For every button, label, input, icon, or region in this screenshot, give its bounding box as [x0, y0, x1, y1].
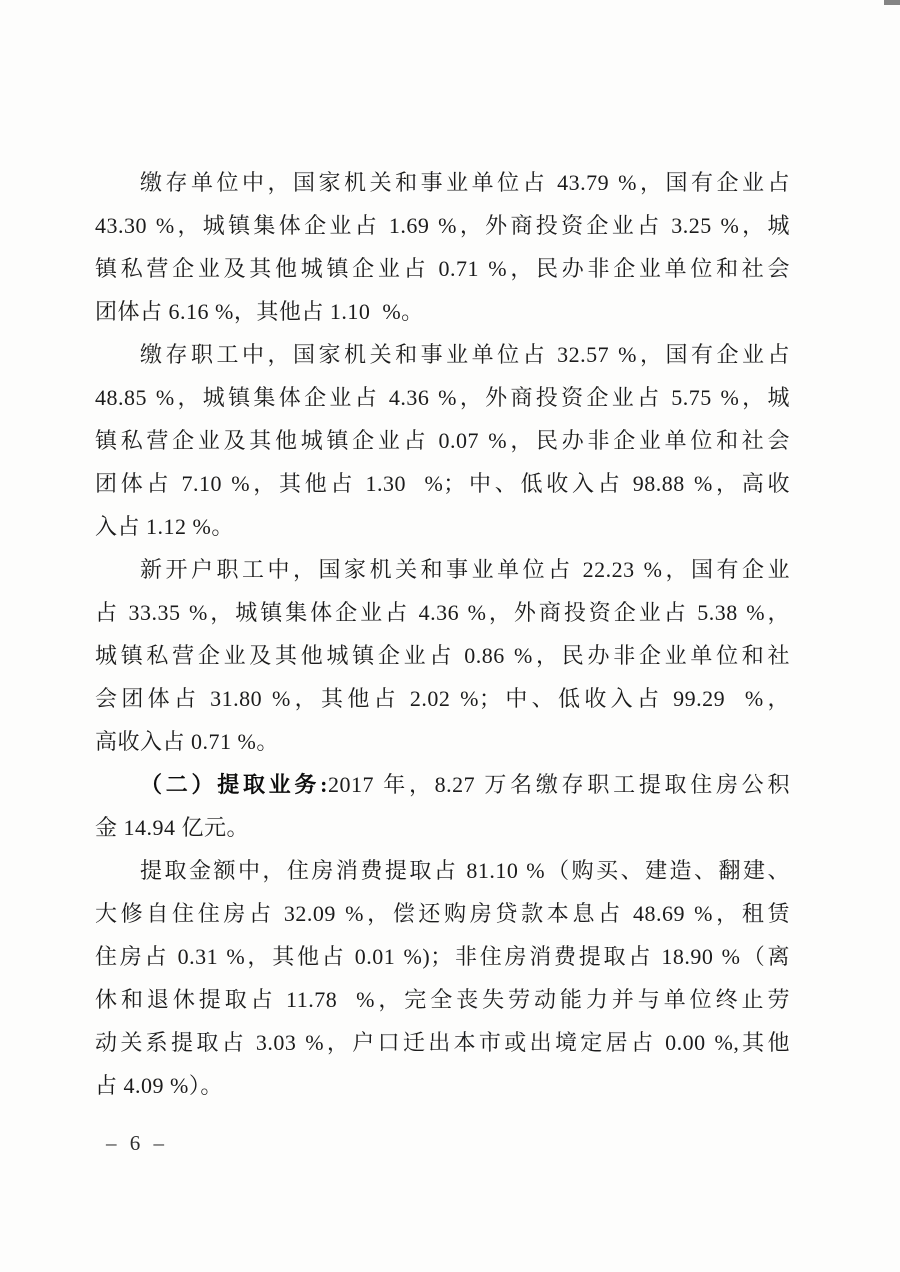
- text-line: 大修自住住房占 32.09 %，偿还购房贷款本息占 48.69 %，租赁: [95, 901, 790, 926]
- paragraph-deposit-units: [95, 161, 790, 333]
- text-line: 入占 1.12 %。: [95, 514, 234, 539]
- text-line: 提取金额中，住房消费提取占 81.10 %（购买、建造、翻建、: [140, 858, 790, 883]
- text-line: 占 33.35 %，城镇集体企业占 4.36 %，外商投资企业占 5.38 %，: [95, 600, 790, 625]
- text-line: 镇私营企业及其他城镇企业占 0.07 %，民办非企业单位和社会: [95, 428, 790, 453]
- text-line: 团体占 6.16 %，其他占 1.10 %。: [95, 299, 424, 324]
- text-line: 缴存职工中，国家机关和事业单位占 32.57 %，国有企业占: [140, 342, 790, 367]
- paragraph-withdrawal-business: [95, 763, 790, 849]
- text-line: 金 14.94 亿元。: [95, 815, 250, 840]
- paragraph-withdrawal-amounts: [95, 849, 790, 1107]
- text-line: 会团体占 31.80 %，其他占 2.02 %；中、低收入占 99.29 %，: [95, 686, 790, 711]
- page-number: – 6 –: [106, 1131, 168, 1155]
- text-line: 镇私营企业及其他城镇企业占 0.71 %，民办非企业单位和社会: [95, 256, 790, 281]
- scan-artifact: [884, 0, 900, 5]
- text-line: 占 4.09 %）。: [95, 1073, 223, 1098]
- text-line: 城镇私营企业及其他城镇企业占 0.86 %，民办非企业单位和社: [95, 643, 790, 668]
- text-line: 团体占 7.10 %，其他占 1.30 %；中、低收入占 98.88 %，高收: [95, 471, 790, 496]
- text-line: 住房占 0.31 %，其他占 0.01 %)；非住房消费提取占 18.90 %（离: [95, 944, 790, 969]
- text-line: 高收入占 0.71 %。: [95, 729, 279, 754]
- text-line: 缴存单位中，国家机关和事业单位占 43.79 %，国有企业占: [140, 170, 790, 195]
- text-run: 2017 年，8.27 万名缴存职工提取住房公积: [327, 772, 790, 797]
- paragraph-deposit-employees: [95, 333, 790, 548]
- paragraph-new-account-employees: [95, 548, 790, 763]
- text-line: 新开户职工中，国家机关和事业单位占 22.23 %，国有企业: [140, 557, 790, 582]
- text-line: 43.30 %，城镇集体企业占 1.69 %，外商投资企业占 3.25 %，城: [95, 213, 790, 238]
- text-line: [95, 763, 790, 806]
- text-line: 48.85 %，城镇集体企业占 4.36 %，外商投资企业占 5.75 %，城: [95, 385, 790, 410]
- section-heading: （二）提取业务:: [140, 772, 328, 797]
- document-body: [95, 161, 790, 1107]
- text-line: 休和退休提取占 11.78 %，完全丧失劳动能力并与单位终止劳: [95, 987, 790, 1012]
- text-line: 动关系提取占 3.03 %，户口迁出本市或出境定居占 0.00 %,其他: [95, 1030, 790, 1055]
